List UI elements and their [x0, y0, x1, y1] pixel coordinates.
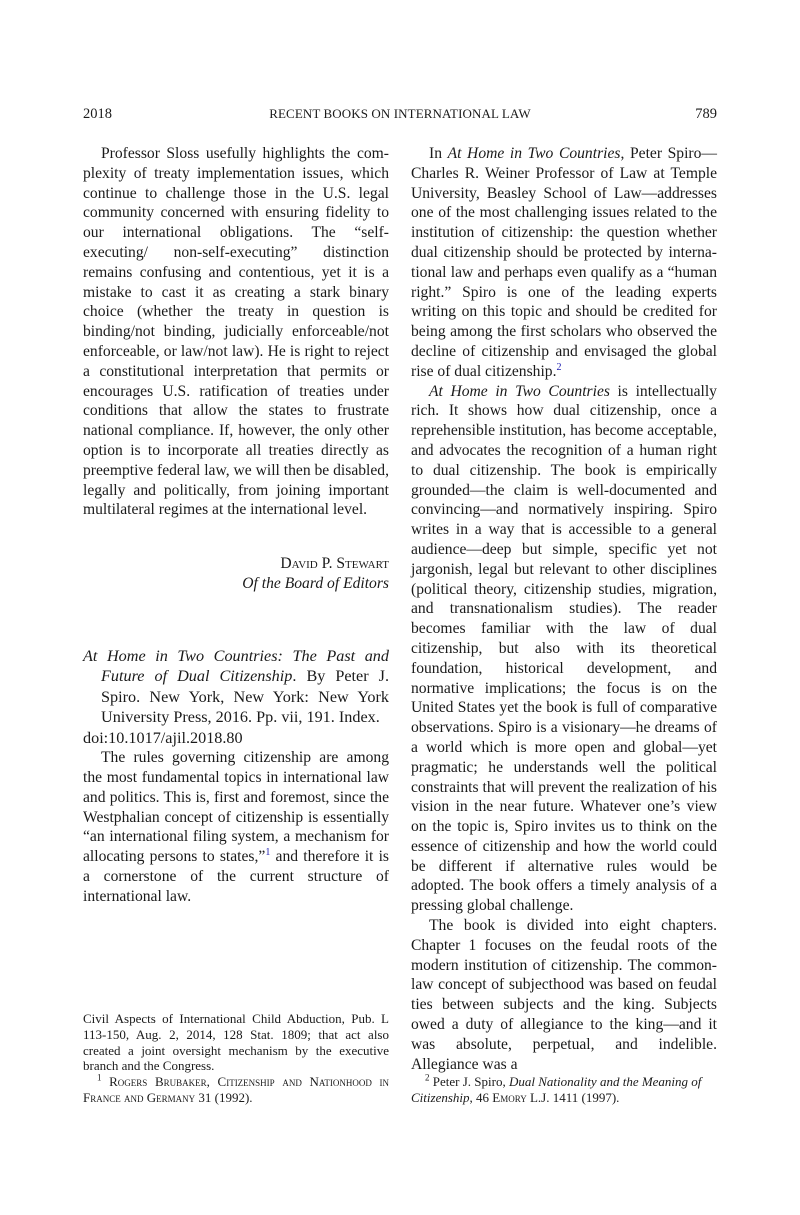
reviewer-affiliation: Of the Board of Editors — [242, 574, 389, 592]
footnote-1 — [83, 1074, 389, 1106]
review-text: The rules governing citizenship are among the most fundamental topics in international law and politics. This is, first and foremost, since the Westphalian concept of citizenship is essentially “an international filing system, a mechanism for allocating persons to states,” — [83, 749, 389, 866]
review-paragraph — [83, 748, 389, 906]
left-column — [83, 144, 389, 907]
footnote-number: 1 — [97, 1072, 102, 1083]
reviewer-name: David P. Stewart — [280, 555, 389, 573]
review-paragraph-intro — [411, 144, 717, 382]
assessment-body: is intellectually rich. It shows how dual citizenship, once a reprehensible institution, has become acceptable, and advocates the recognition of a human right to dual citizenship. The book is empirically grounded—the claim is well-documented and convincing—and normatively inspiring. Spiro writes in a way that is accessible to a general audience—deep but simple, specific yet not jargonish, legal but relevant to other disciplines (political theory, citizenship studies, migration, and transnationalism studies). The reader becomes familiar with the law of dual citizenship, but also with its theoretical foundation, historical development, and normative implications; the focus is on the United States yet the book is full of comparative observations. Spiro is a visionary—he dreams of a world which is more open and global—yet pragmatic; he understands well the political constraints that will prevent the realization of his vision in the near future. Whatever one’s view on the topic is, Spiro invites us to think on the essence of citizenship and how the world could be different if alternative rules would be adopted. The book offers a timely analysis of a pressing global challenge. — [411, 382, 717, 915]
footnote-text: , 46 — [469, 1089, 493, 1105]
reviewer-signature — [83, 554, 389, 594]
header-year: 2018 — [83, 106, 112, 122]
book-citation — [83, 646, 389, 749]
review-text-end: and therefore it is a cornerstone of the current structure of international law. — [83, 848, 389, 905]
footnote-ref-1[interactable]: 1 — [265, 847, 271, 859]
book-details: . By Peter J. Spiro. New York, New York: New York University Press, 2016. Pp. vii, 191. Index. — [101, 667, 390, 727]
book-doi-link[interactable]: doi:10.1017/ajil.2018.80 — [83, 728, 243, 747]
footnote-text: Rogers Brubaker, Citizenship and Nationhood in France and Germany 31 (1992). — [83, 1074, 389, 1105]
footnote-2 — [411, 1074, 717, 1106]
footnote-article-title: Dual Nationality and the Meaning of Citizenship — [411, 1074, 702, 1105]
footnote-text: L.J. 1411 (1997). — [526, 1089, 620, 1105]
book-title-inline: At Home in Two Countries — [429, 382, 610, 400]
intro-body: , Peter Spiro—Charles R. Weiner Professor of Law at Temple University, Beasley School of Law—addresses one of the most challenging issues related to the institution of citizenship: the question whether dual citizenship should be protected by international law and perhaps even qualify as a “human right.” Spiro is one of the leading experts writing on this topic and should be credited for being among the first scholars who observed the decline of citizenship and envisaged the global rise of dual citizenship. — [411, 145, 717, 380]
book-title: At Home in Two Countries: The Past and Future of Dual Citizenship — [83, 646, 389, 686]
sloss-review-closing-paragraph: Professor Sloss usefully highlights the complexity of treaty implementation issues, which continue to challenge those in the U.S. legal community concerned with ensuring fidelity to our international obligations. The “self-executing/ non-self-executing” distinction remains confusing and contentious, yet it is a mistake to cast it as creating a stark binary choice (whether the treaty in question is binding/not binding, judicially enforceable/not enforceable, or law/not law). He is right to reject a constitutional interpretation that permits or encourages U.S. ratification of treaties under conditions that allow the states to frustrate national compliance. If, however, the only other option is to incorporate all treaties directly as preemptive federal law, we will then be disabled, legally and politically, from joining important multilateral regimes at the international level. — [83, 145, 389, 519]
page-number: 789 — [695, 106, 717, 122]
intro-text: In — [429, 145, 448, 162]
footnote-author: Peter J. Spiro, — [432, 1074, 509, 1089]
book-title-inline: At Home in Two Countries — [447, 145, 621, 162]
footnote-continued: Civil Aspects of International Child Abduction, Pub. L 113-150, Aug. 2, 2014, 128 Stat. 1809; that act also created a joint oversight mechanism by the executive branch and the Congress. — [83, 1011, 389, 1074]
right-column — [411, 144, 717, 1074]
running-title: RECENT BOOKS ON INTERNATIONAL LAW — [269, 106, 531, 121]
footnotes-right — [411, 1074, 717, 1106]
running-header — [83, 106, 717, 126]
footnote-number: 2 — [425, 1072, 430, 1083]
footnote-journal: Emory — [492, 1089, 527, 1105]
review-paragraph-assessment — [411, 382, 717, 917]
footnotes-left — [83, 1011, 389, 1106]
review-paragraph-chapters: The book is divided into eight chapters. Chapter 1 focuses on the feudal roots of the modern institution of citizenship. The common-law concept of subjecthood was based on feudal ties between subjects and the king. Subjects owed a duty of allegiance to the king—and it was absolute, perpetual, and indelible. Allegiance was a — [411, 917, 717, 1073]
footnote-ref-2[interactable]: 2 — [556, 361, 562, 373]
